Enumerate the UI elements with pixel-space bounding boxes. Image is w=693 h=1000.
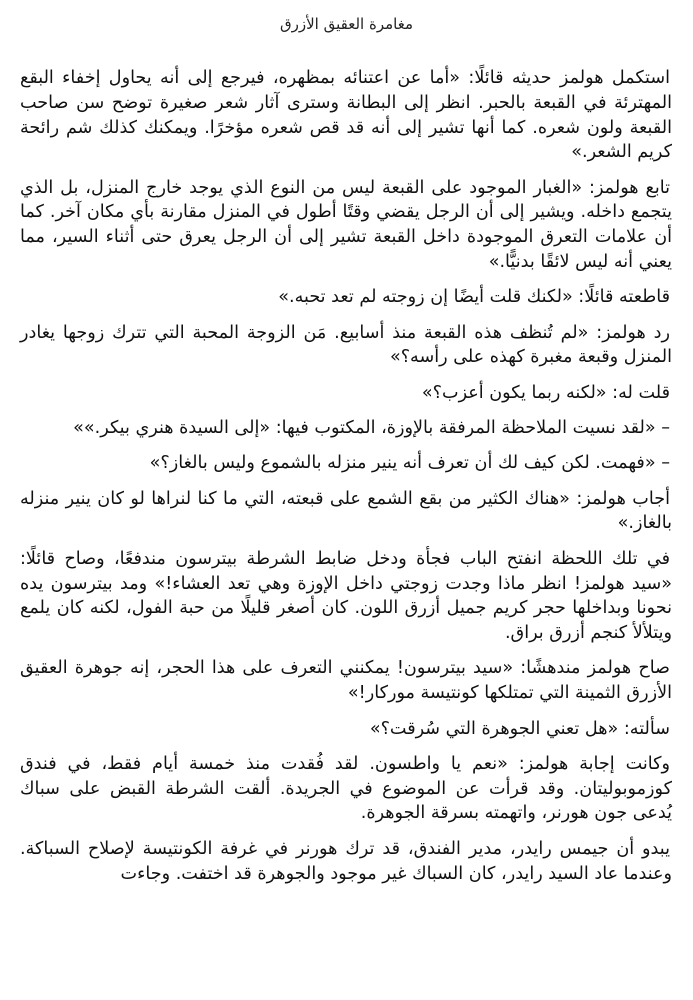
paragraph: رد هولمز: «لم تُنظف هذه القبعة منذ أسابيع. مَن الزوجة المحبة التي تترك زوجها يغادر المنزل وقبعة مغبرة كهذه على رأسه؟» bbox=[20, 322, 672, 368]
paragraph: قلت له: «لكنه ربما يكون أعزب؟» bbox=[421, 382, 670, 403]
body-text bbox=[20, 66, 672, 897]
paragraph: استكمل هولمز حديثه قائلًا: «أما عن اعتنائه بمظهره، فيرجع إلى أنه يحاول إخفاء البقع المهترئة في القبعة بالحبر. انظر إلى البطانة وسترى آثار شعر صغيرة توضح سن صاحب القبعة ولون شعره. كما أنها تشير إلى أنه قد قص شعره مؤخرًا. ويمكنك كذلك شم رائحة كريم الشعر.» bbox=[20, 68, 672, 163]
paragraph: قاطعته قائلًا: «لكنك قلت أيضًا إن زوجته لم تعد تحبه.» bbox=[278, 287, 670, 308]
running-header: مغامرة العقيق الأزرق bbox=[280, 15, 413, 33]
dialogue-line: – «لقد نسيت الملاحظة المرفقة بالإوزة، المكتوب فيها: «إلى السيدة هنري بيكر.»» bbox=[73, 418, 670, 439]
paragraph: تابع هولمز: «الغبار الموجود على القبعة ليس من النوع الذي يوجد خارج المنزل، بل الذي يتجمع داخله. ويشير إلى أن الرجل يقضي وقتًا أطول في المنزل مقارنة بأي مكان آخر. كما أن علامات التعرق الموجودة داخل القبعة تشير إلى أن الرجل يعرق حتى أثناء السير، مما يعني أنه ليس لائقًا بدنيًّا.» bbox=[20, 177, 672, 273]
paragraph: وكانت إجابة هولمز: «نعم يا واطسون. لقد فُقدت منذ خمسة أيام فقط، في فندق كوزموبوليتان. وقد قرأت عن الموضوع في الجريدة. ألقت الشرطة القبض على سباك يُدعى جون هورنر، واتهمته بسرقة الجوهرة. bbox=[20, 753, 672, 824]
paragraph: يبدو أن جيمس رايدر، مدير الفندق، قد ترك هورنر في غرفة الكونتيسة لإصلاح السباكة. وعندما عاد السيد رايدر، كان السباك غير موجود والجوهرة قد اختفت. وجاءت bbox=[20, 838, 672, 884]
paragraph: في تلك اللحظة انفتح الباب فجأة ودخل ضابط الشرطة بيترسون مندفعًا، وصاح قائلًا: «سيد هولمز! انظر ماذا وجدت زوجتي داخل الإوزة وهي تعد العشاء!» ومد بيترسون يده نحونا وبداخلها حجر كريم جميل أزرق اللون. كان أصغر قليلًا من حبة الفول، لكنه كان يلمع ويتلألأ كنجم أزرق براق. bbox=[20, 548, 672, 644]
paragraph: أجاب هولمز: «هناك الكثير من بقع الشمع على قبعته، التي ما كنا لنراها لو كان ينير منزله بالغاز.» bbox=[20, 488, 672, 534]
dialogue-line: – «فهمت. لكن كيف لك أن تعرف أنه ينير منزله بالشموع وليس بالغاز؟» bbox=[149, 453, 670, 474]
paragraph: صاح هولمز مندهشًا: «سيد بيترسون! يمكنني التعرف على هذا الحجر، إنه جوهرة العقيق الأزرق الثمينة التي تمتلكها كونتيسة موركار!» bbox=[20, 658, 672, 704]
paragraph: سألته: «هل تعني الجوهرة التي سُرقت؟» bbox=[369, 718, 670, 739]
